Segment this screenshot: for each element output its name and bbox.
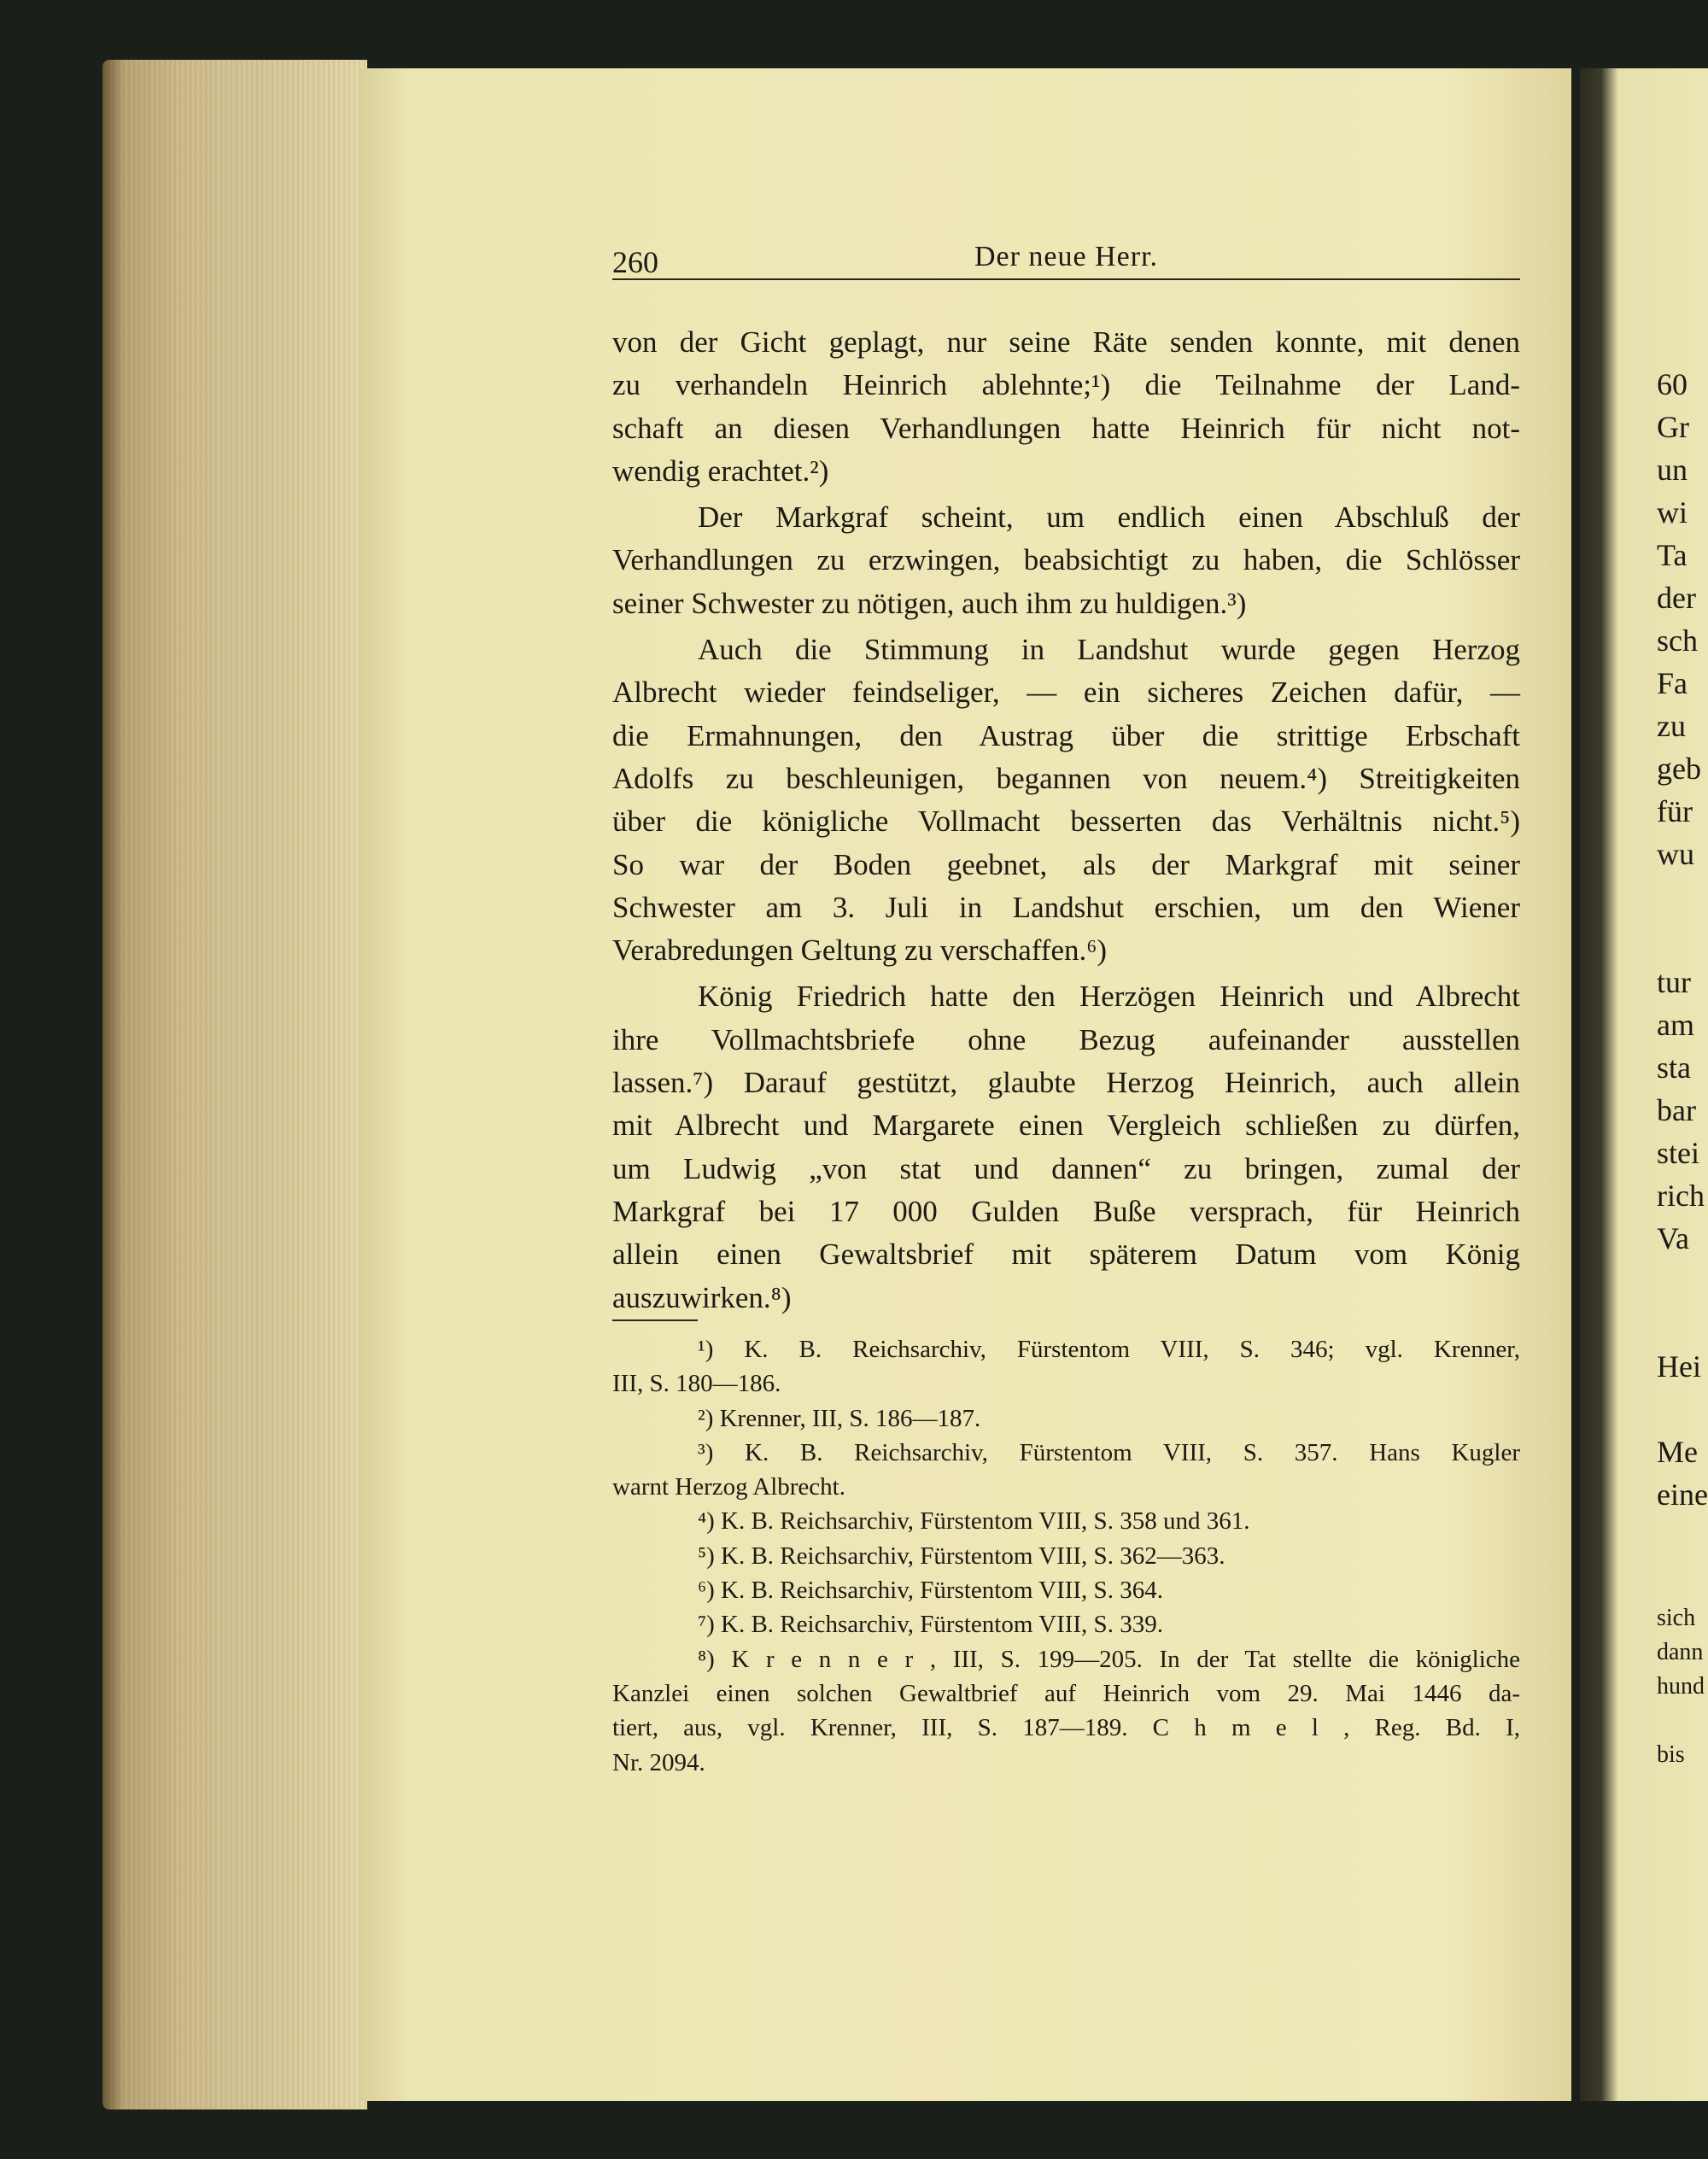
facing-page-fragment: Ta — [1657, 538, 1688, 572]
facing-page-fragment: Va — [1657, 1221, 1689, 1255]
facing-page-fragment — [1657, 1388, 1708, 1431]
facing-page-fragment: Gr — [1657, 410, 1689, 444]
facing-page-fragment: geb — [1657, 752, 1701, 786]
footnotes — [612, 1332, 1520, 1780]
footnote-line: Kanzlei einen solchen Gewaltbrief auf Heinrich vom 29. Mai 1446 da- — [612, 1679, 1520, 1707]
body-line: über die königliche Vollmacht besserten das Verhältnis nicht.⁵) — [612, 805, 1520, 839]
facing-page-footnote-fragment: dann — [1657, 1639, 1704, 1665]
facing-page-fragment: eine — [1657, 1477, 1708, 1512]
footnote-line: ¹) K. B. Reichsarchiv, Fürstentom VIII, S. 346; vgl. Krenner, — [698, 1336, 1520, 1363]
facing-page-fragment: für — [1657, 794, 1693, 828]
facing-page-fragment: Me — [1657, 1435, 1698, 1469]
footnote-line: ³) K. B. Reichsarchiv, Fürstentom VIII, S. 357. Hans Kugler — [698, 1438, 1520, 1466]
body-line: von der Gicht geplagt, nur seine Räte senden konnte, mit denen — [612, 325, 1520, 359]
footnote-line: Nr. 2094. — [612, 1748, 705, 1776]
facing-page-fragment: zu — [1657, 709, 1686, 743]
facing-page-fragment: wu — [1657, 837, 1694, 871]
body-line: seiner Schwester zu nötigen, auch ihm zu huldigen.³) — [612, 586, 1247, 620]
footnote-line: ²) Krenner, III, S. 186—187. — [698, 1404, 981, 1432]
body-line: schaft an diesen Verhandlungen hatte Heinrich für nicht not- — [612, 411, 1520, 445]
body-line: Verabredungen Geltung zu verschaffen.⁶) — [612, 933, 1108, 968]
body-line: Auch die Stimmung in Landshut wurde gegen Herzog — [698, 633, 1520, 667]
footnote-line: ⁴) K. B. Reichsarchiv, Fürstentom VIII, S. 358 und 361. — [698, 1507, 1250, 1536]
facing-page-footnote-fragment: bis — [1657, 1741, 1685, 1768]
facing-page-fragment: tur — [1657, 965, 1691, 999]
facing-page-fragment: Fa — [1657, 666, 1688, 700]
facing-page-fragment — [1657, 918, 1708, 961]
facing-page-fragment: sta — [1657, 1050, 1691, 1085]
body-line: zu verhandeln Heinrich ablehnte;¹) die Teilnahme der Land- — [612, 368, 1520, 402]
book-page-edges — [102, 60, 367, 2109]
footnote-line: ⁶) K. B. Reichsarchiv, Fürstentom VIII, S. 364. — [698, 1577, 1163, 1605]
body-line: Schwester am 3. Juli in Landshut erschien, um den Wiener — [612, 890, 1520, 924]
facing-page-fragment: 60 — [1657, 367, 1688, 401]
facing-page-footnotes — [1657, 1601, 1705, 1772]
facing-page-text — [1657, 363, 1708, 1516]
body-line: Verhandlungen zu erzwingen, beabsichtigt zu haben, die Schlösser — [612, 543, 1520, 577]
body-line: Der Markgraf scheint, um endlich einen Abschluß der — [698, 500, 1520, 535]
facing-page-fragment: wi — [1657, 495, 1688, 530]
footnote-rule — [612, 1319, 698, 1321]
body-line: So war der Boden geebnet, als der Markgraf mit seiner — [612, 847, 1520, 881]
footnote-line: ⁷) K. B. Reichsarchiv, Fürstentom VIII, S. 339. — [698, 1611, 1163, 1639]
page-header — [612, 241, 1520, 280]
body-line: auszuwirken.⁸) — [612, 1280, 792, 1314]
running-title: Der neue Herr. — [974, 241, 1159, 272]
facing-page-fragment: bar — [1657, 1093, 1696, 1127]
facing-page-footnote-fragment — [1657, 1704, 1705, 1738]
facing-page-fragment: der — [1657, 581, 1696, 615]
body-line: König Friedrich hatte den Herzögen Heinrich und Albrecht — [698, 980, 1520, 1014]
body-line: um Ludwig „von stat und dannen“ zu bringen, zumal der — [612, 1151, 1520, 1185]
footnote-line: tiert, aus, vgl. Krenner, III, S. 187—189. C h m e l , Reg. Bd. I, — [612, 1714, 1520, 1742]
facing-page-fragment — [1657, 1302, 1708, 1345]
body-line: Albrecht wieder feindseliger, — ein sicheres Zeichen dafür, — — [612, 676, 1520, 710]
body-line: mit Albrecht und Margarete einen Vergleich schließen zu dürfen, — [612, 1109, 1520, 1143]
facing-page-fragment: un — [1657, 453, 1688, 487]
body-line: Adolfs zu beschleunigen, begannen von neuem.⁴) Streitigkeiten — [612, 761, 1520, 795]
body-line: allein einen Gewaltsbrief mit späterem Datum vom König — [612, 1237, 1520, 1272]
facing-page-fragment: rich — [1657, 1179, 1705, 1213]
footnote-line: ⁵) K. B. Reichsarchiv, Fürstentom VIII, S. 362—363. — [698, 1542, 1225, 1570]
footnote-line: III, S. 180—186. — [612, 1370, 781, 1398]
facing-page-fragment: Hei — [1657, 1349, 1701, 1384]
facing-page-fragment — [1657, 1260, 1708, 1302]
facing-page-fragment: am — [1657, 1008, 1694, 1042]
footnote-line: warnt Herzog Albrecht. — [612, 1473, 845, 1501]
body-line: ihre Vollmachtsbriefe ohne Bezug aufeinander ausstellen — [612, 1022, 1520, 1056]
facing-page-fragment: stei — [1657, 1136, 1699, 1170]
facing-page-footnote-fragment: hund — [1657, 1673, 1705, 1700]
body-line: wendig erachtet.²) — [612, 453, 829, 488]
body-text — [612, 321, 1520, 1319]
facing-page-fragment: sch — [1657, 623, 1698, 658]
body-line: Markgraf bei 17 000 Gulden Buße versprach, für Heinrich — [612, 1194, 1520, 1228]
facing-page-footnote-fragment: sich — [1657, 1605, 1696, 1631]
facing-page-fragment — [1657, 875, 1708, 918]
body-line: lassen.⁷) Darauf gestützt, glaubte Herzog Heinrich, auch allein — [612, 1066, 1520, 1100]
page-number: 260 — [612, 245, 658, 279]
footnote-line: ⁸) K r e n n e r , III, S. 199—205. In der Tat stellte die königliche — [698, 1645, 1520, 1673]
body-line: die Ermahnungen, den Austrag über die strittige Erbschaft — [612, 718, 1520, 752]
